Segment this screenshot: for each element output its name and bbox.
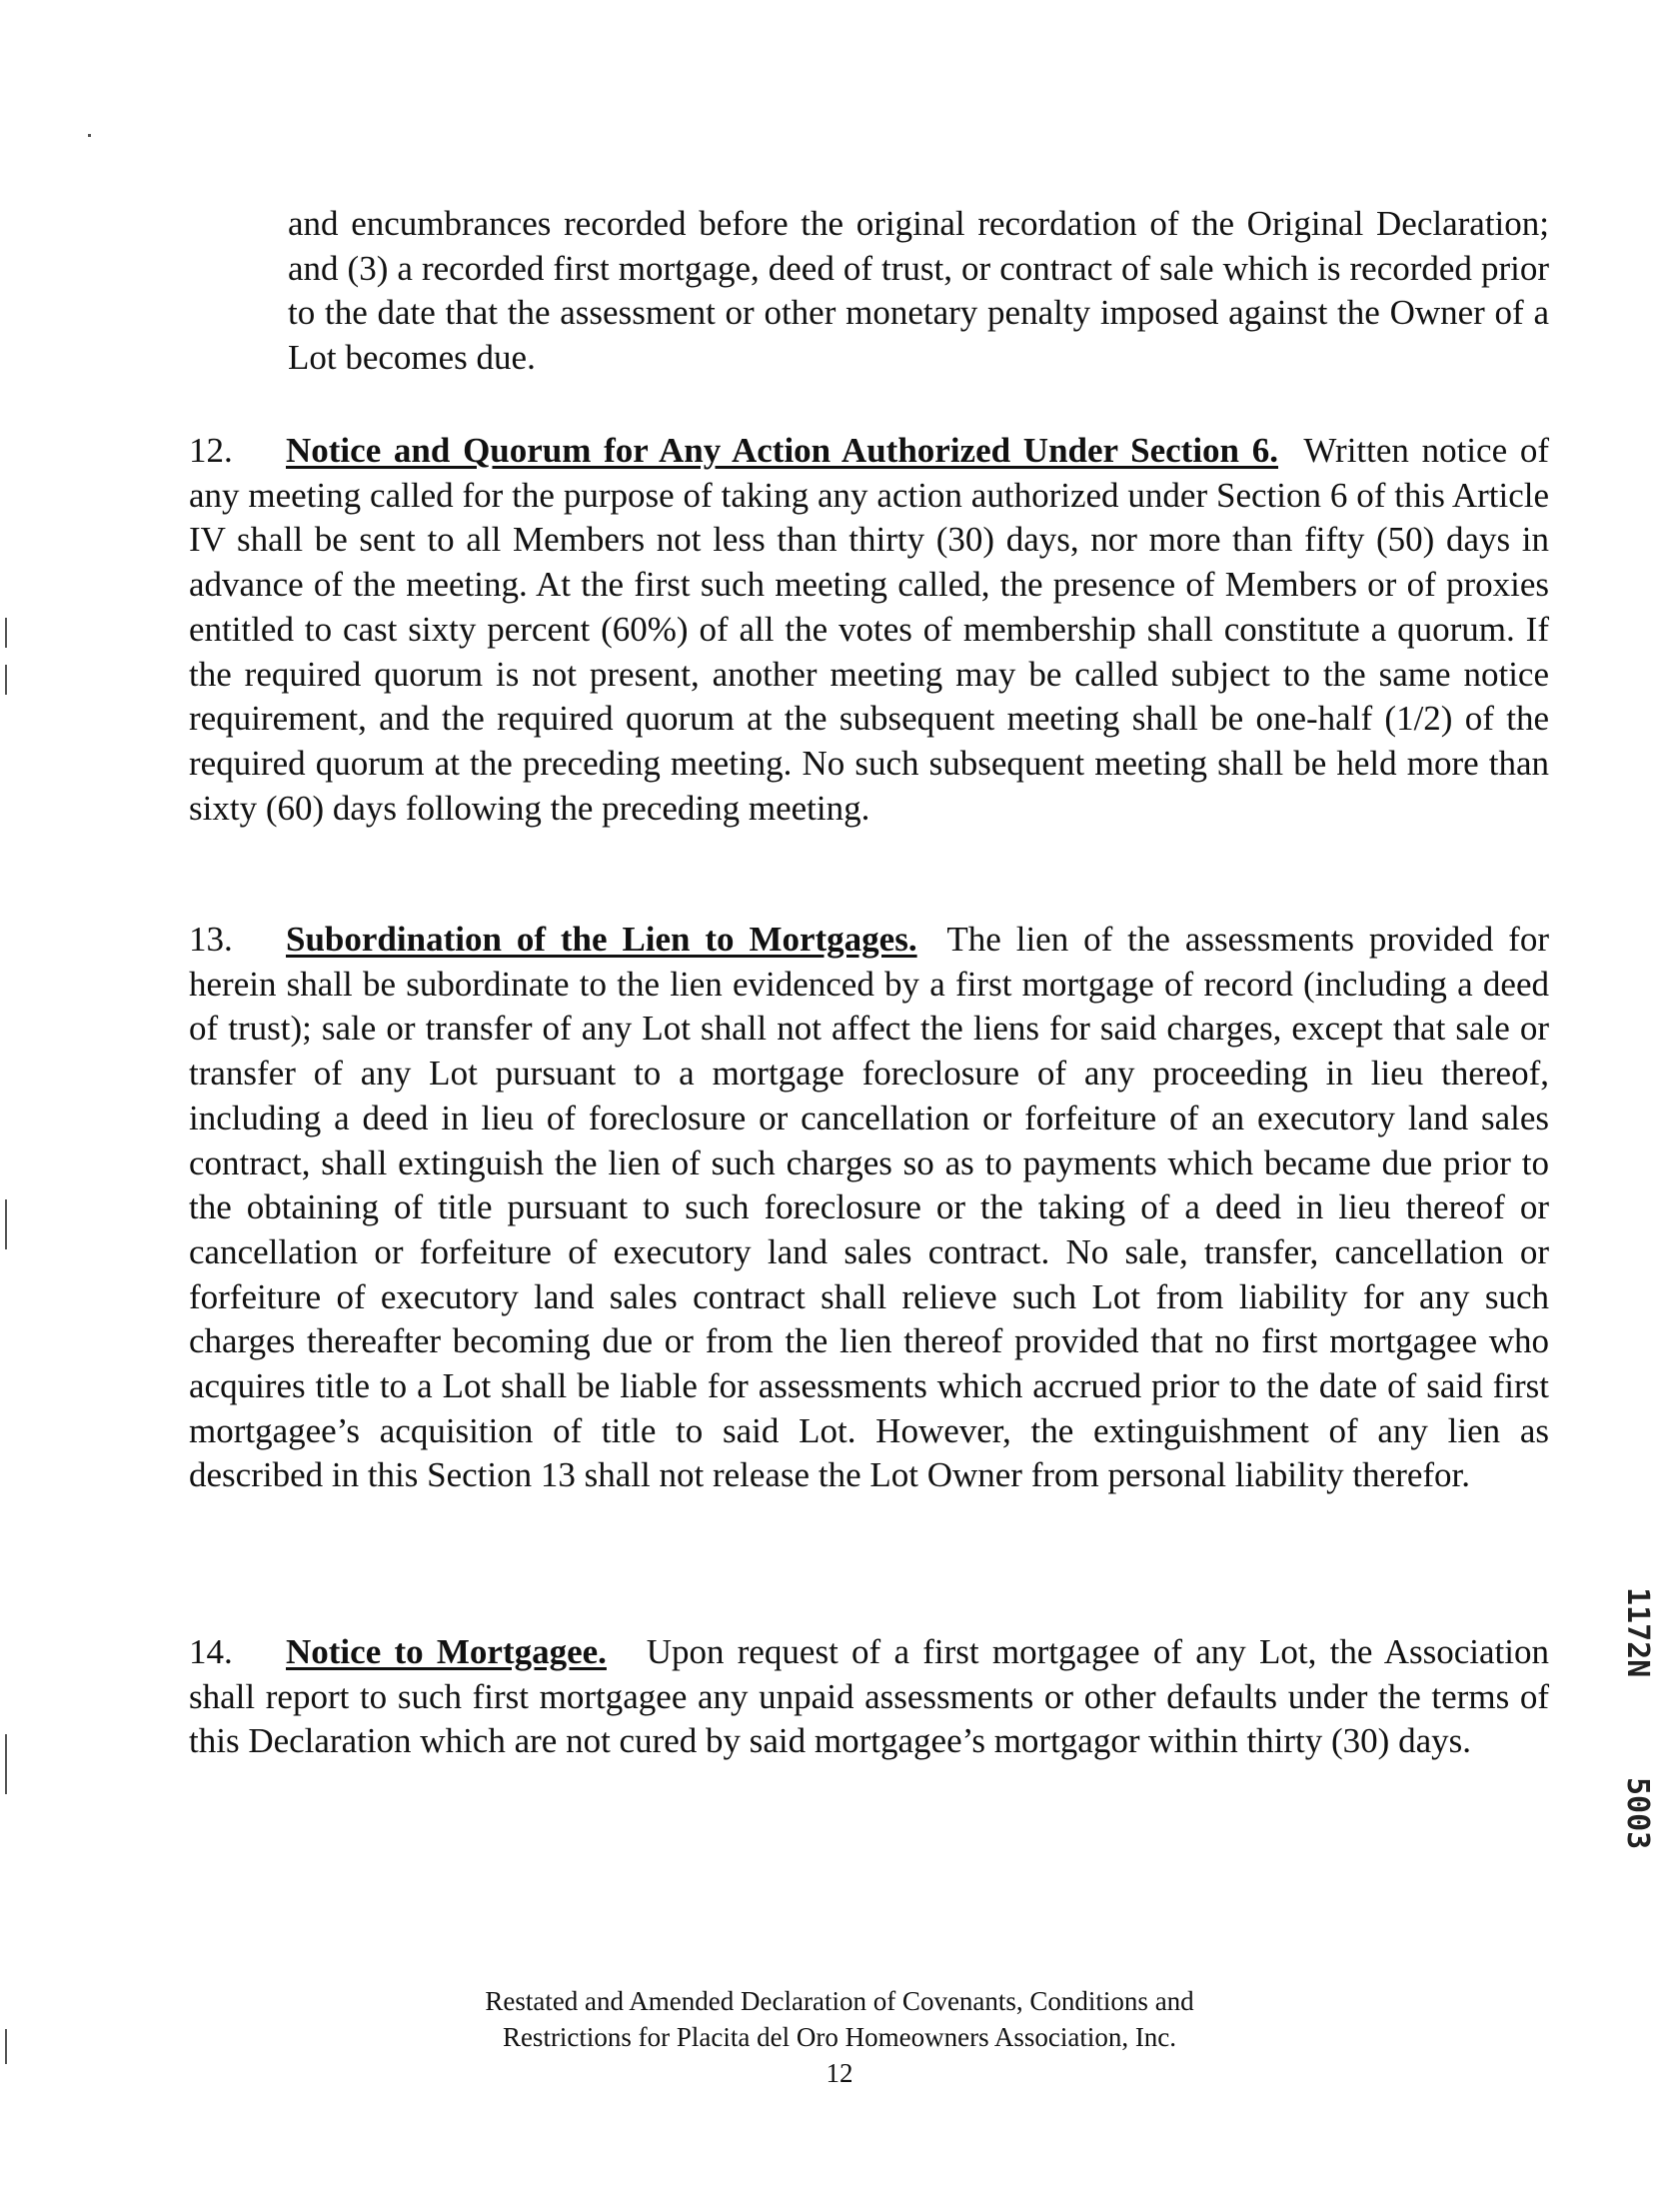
scan-mark	[5, 2029, 7, 2064]
page-footer	[300, 1983, 1379, 2091]
section-12-number: 12.	[189, 431, 233, 470]
scan-mark	[88, 134, 91, 137]
scan-mark	[5, 618, 7, 648]
scan-mark	[5, 1734, 7, 1794]
page-number: 12	[826, 2058, 853, 2088]
recording-stamp-bottom: 5003	[1620, 1777, 1655, 1850]
continuation-paragraph: and encumbrances recorded before the original recordation of the Original Declaration; and (3) a recorded first mortgage, deed of trust, or contract of sale which is recorded prior to the date that the assessment or other monetary penalty imposed against the Owner of a Lot becomes due.	[288, 204, 1549, 378]
section-13-paragraph	[189, 918, 1549, 1498]
section-12-heading: Notice and Quorum for Any Action Authorized Under Section 6.	[286, 431, 1278, 470]
section-13-heading: Subordination of the Lien to Mortgages.	[286, 920, 917, 959]
footer-title-line-1: Restated and Amended Declaration of Covenants, Conditions and	[485, 1986, 1194, 2016]
scan-mark	[5, 665, 7, 695]
section-13-body: The lien of the assessments provided for herein shall be subordinate to the lien evidenced by a first mortgage of record (including a deed of trust); sale or transfer of any Lot shall not affect the liens for said charges, except that sale or transfer of any Lot pursuant to a mortgage foreclosure of any proceeding in lieu thereof, including a deed in lieu of foreclosure or cancellation or forfeiture of an executory land sales contract, shall extinguish the lien of such charges so as to payments which became due prior to the obtaining of title pursuant to such foreclosure or the taking of a deed in lieu thereof or cancellation or forfeiture of executory land sales contract. No sale, transfer, cancellation or forfeiture of executory land sales contract shall relieve such Lot from liability for any such charges thereafter becoming due or from the lien thereof provided that no first mortgagee who acquires title to a Lot shall be liable for assessments which accrued prior to the date of said first mortgagee’s acquisition of title to said Lot. However, the extinguishment of any lien as described in this Section 13 shall not release the Lot Owner from personal liability therefor.	[189, 920, 1549, 1495]
scan-mark	[5, 1199, 7, 1249]
section-12-paragraph	[189, 429, 1549, 831]
recording-stamp	[1621, 1587, 1661, 1887]
section-14-paragraph	[189, 1630, 1549, 1764]
section-14-heading: Notice to Mortgagee.	[286, 1632, 607, 1671]
section-12-body: Written notice of any meeting called for the purpose of taking any action authorized under Section 6 of this Article IV shall be sent to all Members not less than thirty (30) days, nor more than fifty (50) days in advance of the meeting. At the first such meeting called, the presence of Members or of proxies entitled to cast sixty percent (60%) of all the votes of membership shall constitute a quorum. If the required quorum is not present, another meeting may be called subject to the same notice requirement, and the required quorum at the subsequent meeting shall be one-half (1/2) of the required quorum at the preceding meeting. No such subsequent meeting shall be held more than sixty (60) days following the preceding meeting.	[189, 431, 1549, 828]
section-14-body: Upon request of a first mortgagee of any Lot, the Association shall report to such first mortgagee any unpaid assessments or other defaults under the terms of this Declaration which are not cured by said mortgagee’s mortgagor within thirty (30) days.	[189, 1632, 1549, 1761]
section-14-number: 14.	[189, 1632, 233, 1671]
footer-title-line-2: Restrictions for Placita del Oro Homeowners Association, Inc.	[502, 2022, 1177, 2052]
recording-stamp-top: 1172N	[1620, 1587, 1655, 1678]
section-13-number: 13.	[189, 920, 233, 959]
